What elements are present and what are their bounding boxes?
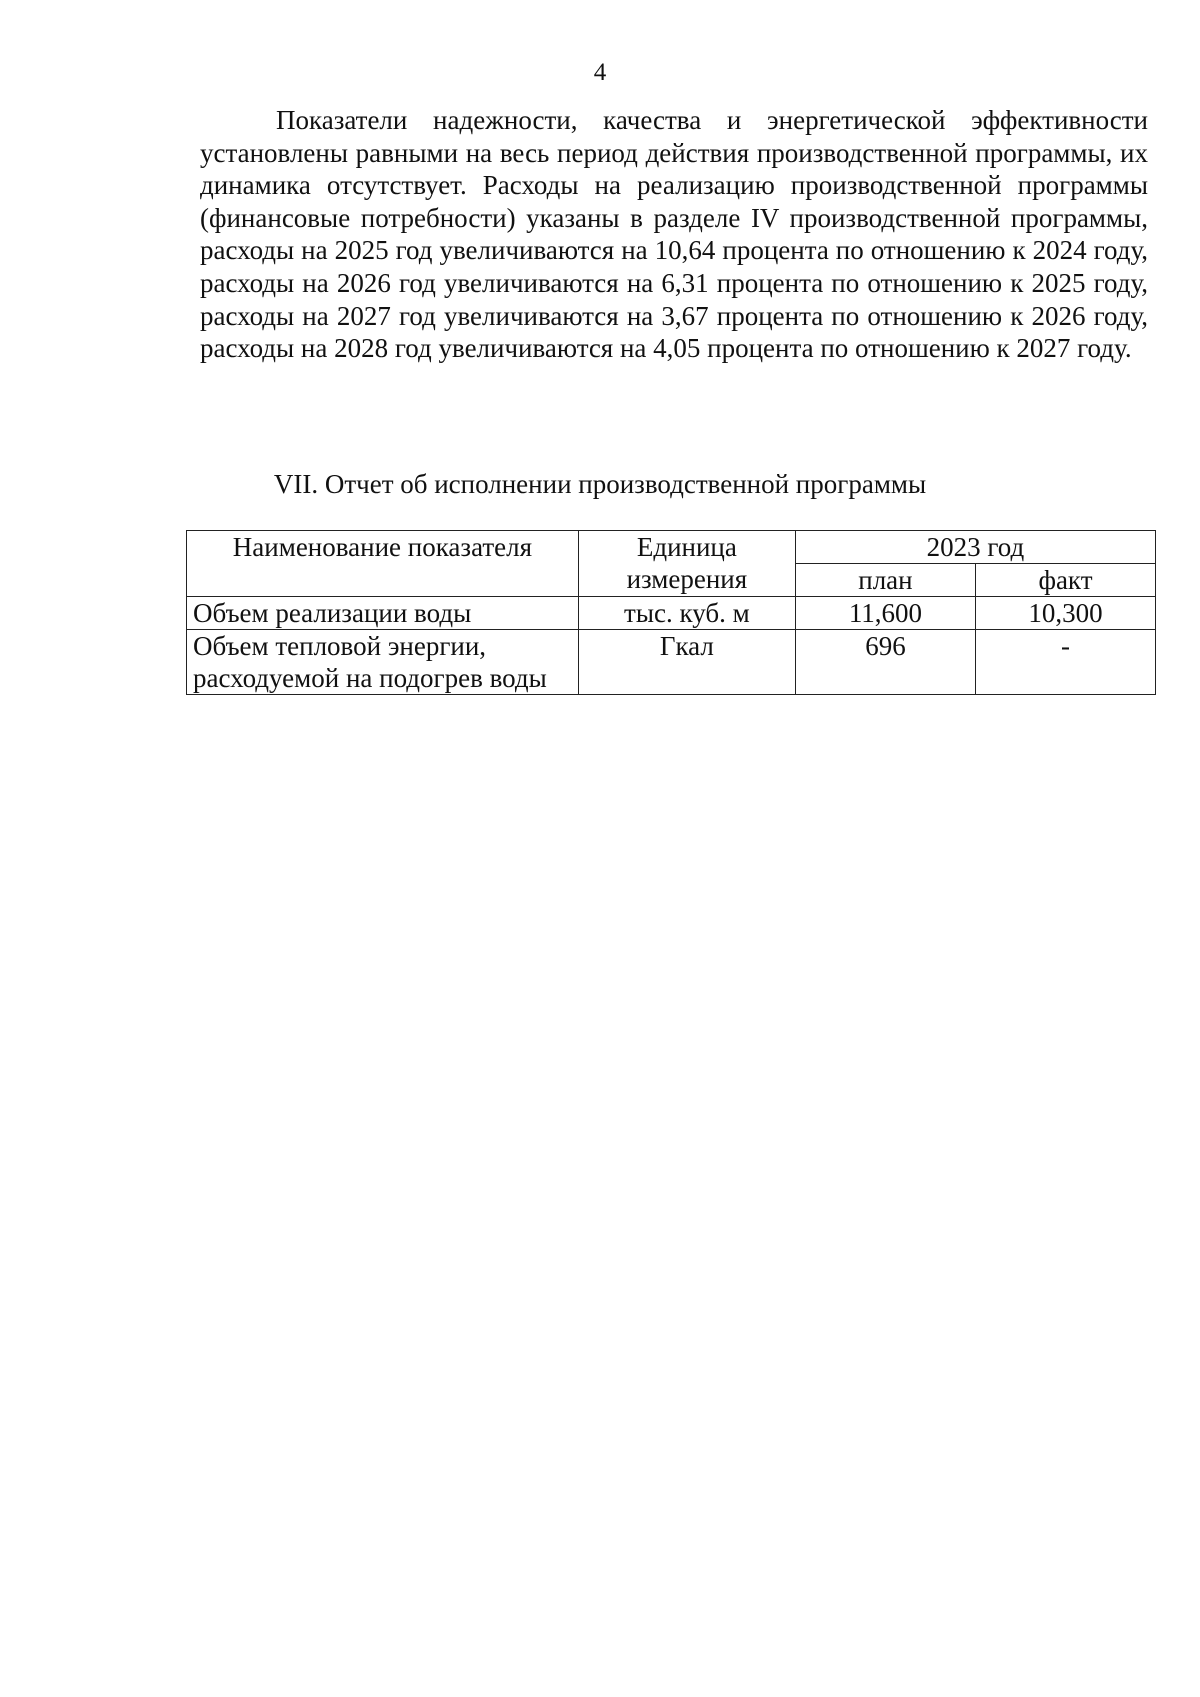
page-number: 4 bbox=[593, 59, 607, 86]
header-unit: Единица измерения bbox=[578, 531, 795, 597]
row-plan: 696 bbox=[795, 630, 975, 695]
header-fact: факт bbox=[975, 564, 1155, 597]
row-plan: 11,600 bbox=[795, 597, 975, 630]
row-unit: Гкал bbox=[578, 630, 795, 695]
table-header-row bbox=[187, 531, 1156, 564]
table-row bbox=[187, 630, 1156, 695]
header-plan: план bbox=[795, 564, 975, 597]
header-year: 2023 год bbox=[795, 531, 1155, 564]
row-fact: - bbox=[975, 630, 1155, 695]
report-table bbox=[186, 530, 1156, 695]
header-name: Наименование показателя bbox=[187, 531, 579, 597]
body-paragraph: Показатели надежности, качества и энергетической эффективности установлены равными на весь период действия производственной программы, их динамика отсутствует. Расходы на реализацию производственной программы (финансовые потребности) указаны в разделе IV производственной программы, расходы на 2025 год увеличиваются на 10,64 процента по отношению к 2024 году, расходы на 2026 год увеличиваются на 6,31 процента по отношению к 2025 году, расходы на 2027 год увеличиваются на 3,67 процента по отношению к 2026 году, расходы на 2028 год увеличиваются на 4,05 процента по отношению к 2027 году. bbox=[200, 105, 1148, 364]
row-unit: тыс. куб. м bbox=[578, 597, 795, 630]
row-name: Объем тепловой энергии, расходуемой на подогрев воды bbox=[187, 630, 579, 695]
section-title: VII. Отчет об исполнении производственной программы bbox=[273, 469, 927, 499]
table-row bbox=[187, 597, 1156, 630]
row-name: Объем реализации воды bbox=[187, 597, 579, 630]
row-fact: 10,300 bbox=[975, 597, 1155, 630]
